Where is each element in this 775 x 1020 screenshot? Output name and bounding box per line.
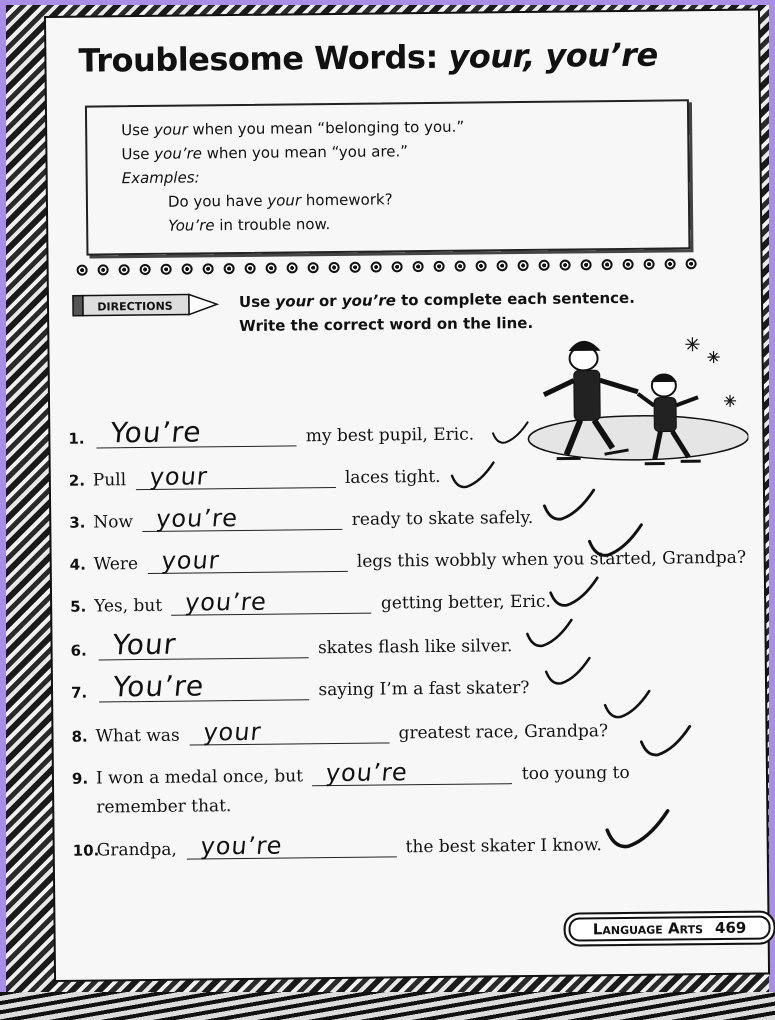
title-words: your, you’re [448,35,658,76]
answer-blank[interactable] [186,831,396,861]
question-text-before: Were [93,554,144,575]
question-text-before: Now [93,512,139,533]
question-text-before: What was [95,725,186,747]
directions-tag: DIRECTIONS [97,299,173,314]
answer-blank[interactable] [171,587,371,617]
directions-word: you’re [341,291,396,310]
rule-text: Use [121,120,155,140]
examples-label: Examples: [121,168,200,188]
example-text: in trouble now. [214,215,331,235]
directions-part: to complete each sentence. [395,288,635,310]
rule-line-your [121,118,464,140]
answer-blank[interactable] [189,717,389,747]
answer-blank[interactable] [99,669,309,704]
example-text: Do you have [167,191,268,211]
rule-text: Use [121,144,155,164]
checkmark-icon [637,711,694,772]
answer-blank[interactable] [147,546,347,575]
question-text-after: legs this wobbly when you started, Grandpa? [351,547,747,572]
question-7 [70,669,530,704]
handwritten-answer: you’re [155,504,240,533]
skaters-illustration [487,327,749,480]
checkmark-icon [543,654,593,689]
question-number: 3. [69,513,86,532]
rule-word: your [153,120,188,139]
question-3 [69,504,534,533]
torn-bottom-edge [0,992,775,1020]
question-text-after: greatest race, Grandpa? [393,721,609,744]
answer-blank[interactable] [135,462,335,491]
handwritten-answer: your [148,462,209,491]
snowflake-icons [685,337,736,408]
question-text-after: laces tight. [339,466,441,488]
rule-text: when you mean “belonging to you.” [187,117,465,139]
question-text-after: skates flash like silver. [312,636,513,659]
question-text-before: Pull [92,470,132,491]
example-text: homework? [300,190,393,210]
rule-line-youre [121,142,408,163]
title-main: Troublesome Words: [78,37,438,80]
answer-blank[interactable] [99,627,309,662]
question-number: 8. [71,727,88,746]
question-5 [70,587,551,617]
question-text-after: my best pupil, Eric. [300,424,475,447]
question-1 [68,415,475,450]
answer-blank[interactable] [142,504,342,533]
footer-tab [563,910,775,946]
worksheet-page [46,11,768,980]
page-title [78,35,718,80]
checkmark-icon [522,616,576,651]
directions-part: Use [238,292,276,311]
handwritten-answer: you’re [198,831,284,861]
handwritten-answer: your [160,546,221,575]
question-text-after: too young to [516,762,630,785]
question-text-after: the best skater I know. [400,835,602,858]
question-text-before: Grandpa, [96,839,183,861]
question-text-before: I won a medal once, but [95,766,309,789]
dot-divider [77,258,697,280]
checkmark-icon [602,801,673,858]
question-text-after: getting better, Eric. [375,591,551,614]
answer-blank[interactable] [96,415,296,450]
example-word: your [267,191,302,210]
directions-pencil-icon [71,292,221,318]
question-number: 5. [70,597,87,616]
question-text-before: Yes, but [94,595,168,617]
question-number: 4. [69,555,86,574]
rule-word: you’re [154,144,203,163]
question-number: 10. [72,841,100,860]
question-number: 9. [71,769,89,788]
checkmark-icon [585,518,645,565]
checkmark-icon [449,453,497,498]
rule-box [85,99,691,255]
handwritten-answer: your [201,717,263,747]
checkmark-icon [546,574,602,611]
question-number: 2. [68,471,86,490]
question-number: 1. [68,429,85,448]
page-number: 469 [714,918,747,938]
question-8 [71,717,609,747]
question-10 [72,831,602,861]
answer-blank[interactable] [312,758,512,788]
example-1 [168,190,393,210]
directions-word: your [275,292,314,311]
question-6 [70,627,513,662]
directions-line-2: Write the correct word on the line. [239,313,534,335]
directions-line-1 [239,285,699,314]
example-2 [168,215,330,235]
handwritten-answer: Your [111,627,178,662]
question-2 [68,462,441,491]
question-9 [71,758,630,789]
rule-text: when you mean “you are.” [201,142,409,163]
footer-subject: Language Arts [592,919,704,939]
handwritten-answer: you’re [184,587,269,617]
question-text-after: ready to skate safely. [346,507,534,530]
checkmark-icon [490,417,530,449]
question-text-after: saying I’m a fast skater? [312,677,530,701]
question-continuation: remember that. [96,796,232,818]
handwritten-answer: You’re [108,415,204,450]
question-number: 6. [70,641,87,660]
handwritten-answer: you’re [325,758,410,788]
example-word: You’re [168,216,215,235]
handwritten-answer: You’re [111,669,206,704]
question-number: 7. [70,683,88,702]
directions-part: or [313,291,342,311]
